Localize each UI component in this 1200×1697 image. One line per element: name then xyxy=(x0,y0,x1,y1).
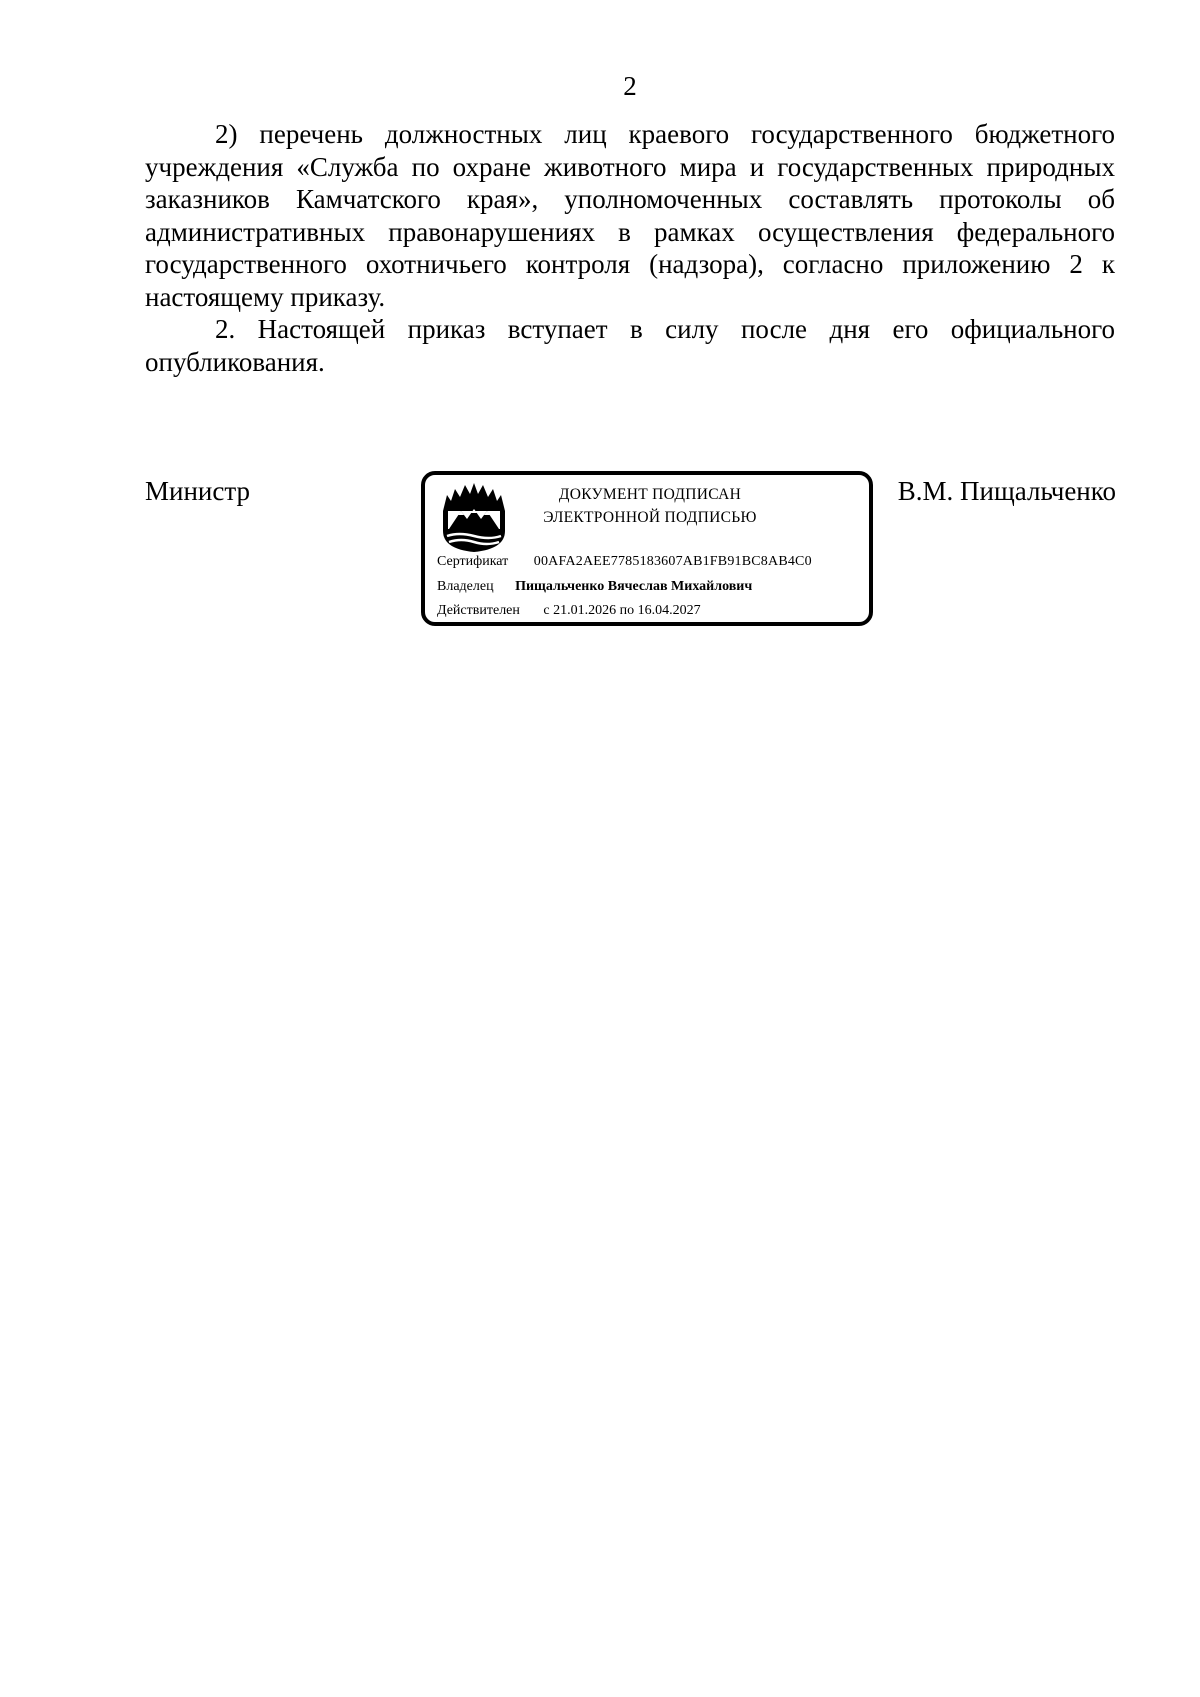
paragraph: 2. Настоящей приказ вступает в силу после дня его официального опубликования. xyxy=(145,314,1115,377)
validity-row xyxy=(437,603,701,619)
certificate-label: Сертификат xyxy=(437,554,509,569)
stamp-title-line1: ДОКУМЕНТ ПОДПИСАН xyxy=(558,486,742,503)
validity-label: Действителен xyxy=(437,603,520,618)
document-body xyxy=(145,118,1115,378)
owner-label: Владелец xyxy=(437,579,494,594)
owner-value: Пищальченко Вячеслав Михайлович xyxy=(515,579,753,594)
certificate-value: 00AFA2AEE7785183607AB1FB91BC8AB4C0 xyxy=(533,554,812,569)
stamp-title-line2: ЭЛЕКТРОННОЙ ПОДПИСЬЮ xyxy=(543,509,757,526)
signatory-name: В.М. Пищальченко xyxy=(897,476,1116,506)
signatory-position: Министр xyxy=(145,476,250,506)
electronic-signature-stamp xyxy=(421,471,873,626)
owner-row xyxy=(437,579,752,595)
certificate-row xyxy=(437,554,812,570)
page-number: 2 xyxy=(623,71,637,101)
kamchatka-coat-of-arms-icon xyxy=(439,481,509,553)
validity-value: с 21.01.2026 по 16.04.2027 xyxy=(543,603,701,618)
paragraph: 2) перечень должностных лиц краевого государственного бюджетного учреждения «Служба по охране животного мира и государственных природных заказников Камчатского края», уполномоченных составлять протоколы об административных правонарушениях в рамках осуществления федерального государственного охотничьего контроля (надзора), согласно приложению 2 к настоящему приказу. xyxy=(145,119,1115,312)
